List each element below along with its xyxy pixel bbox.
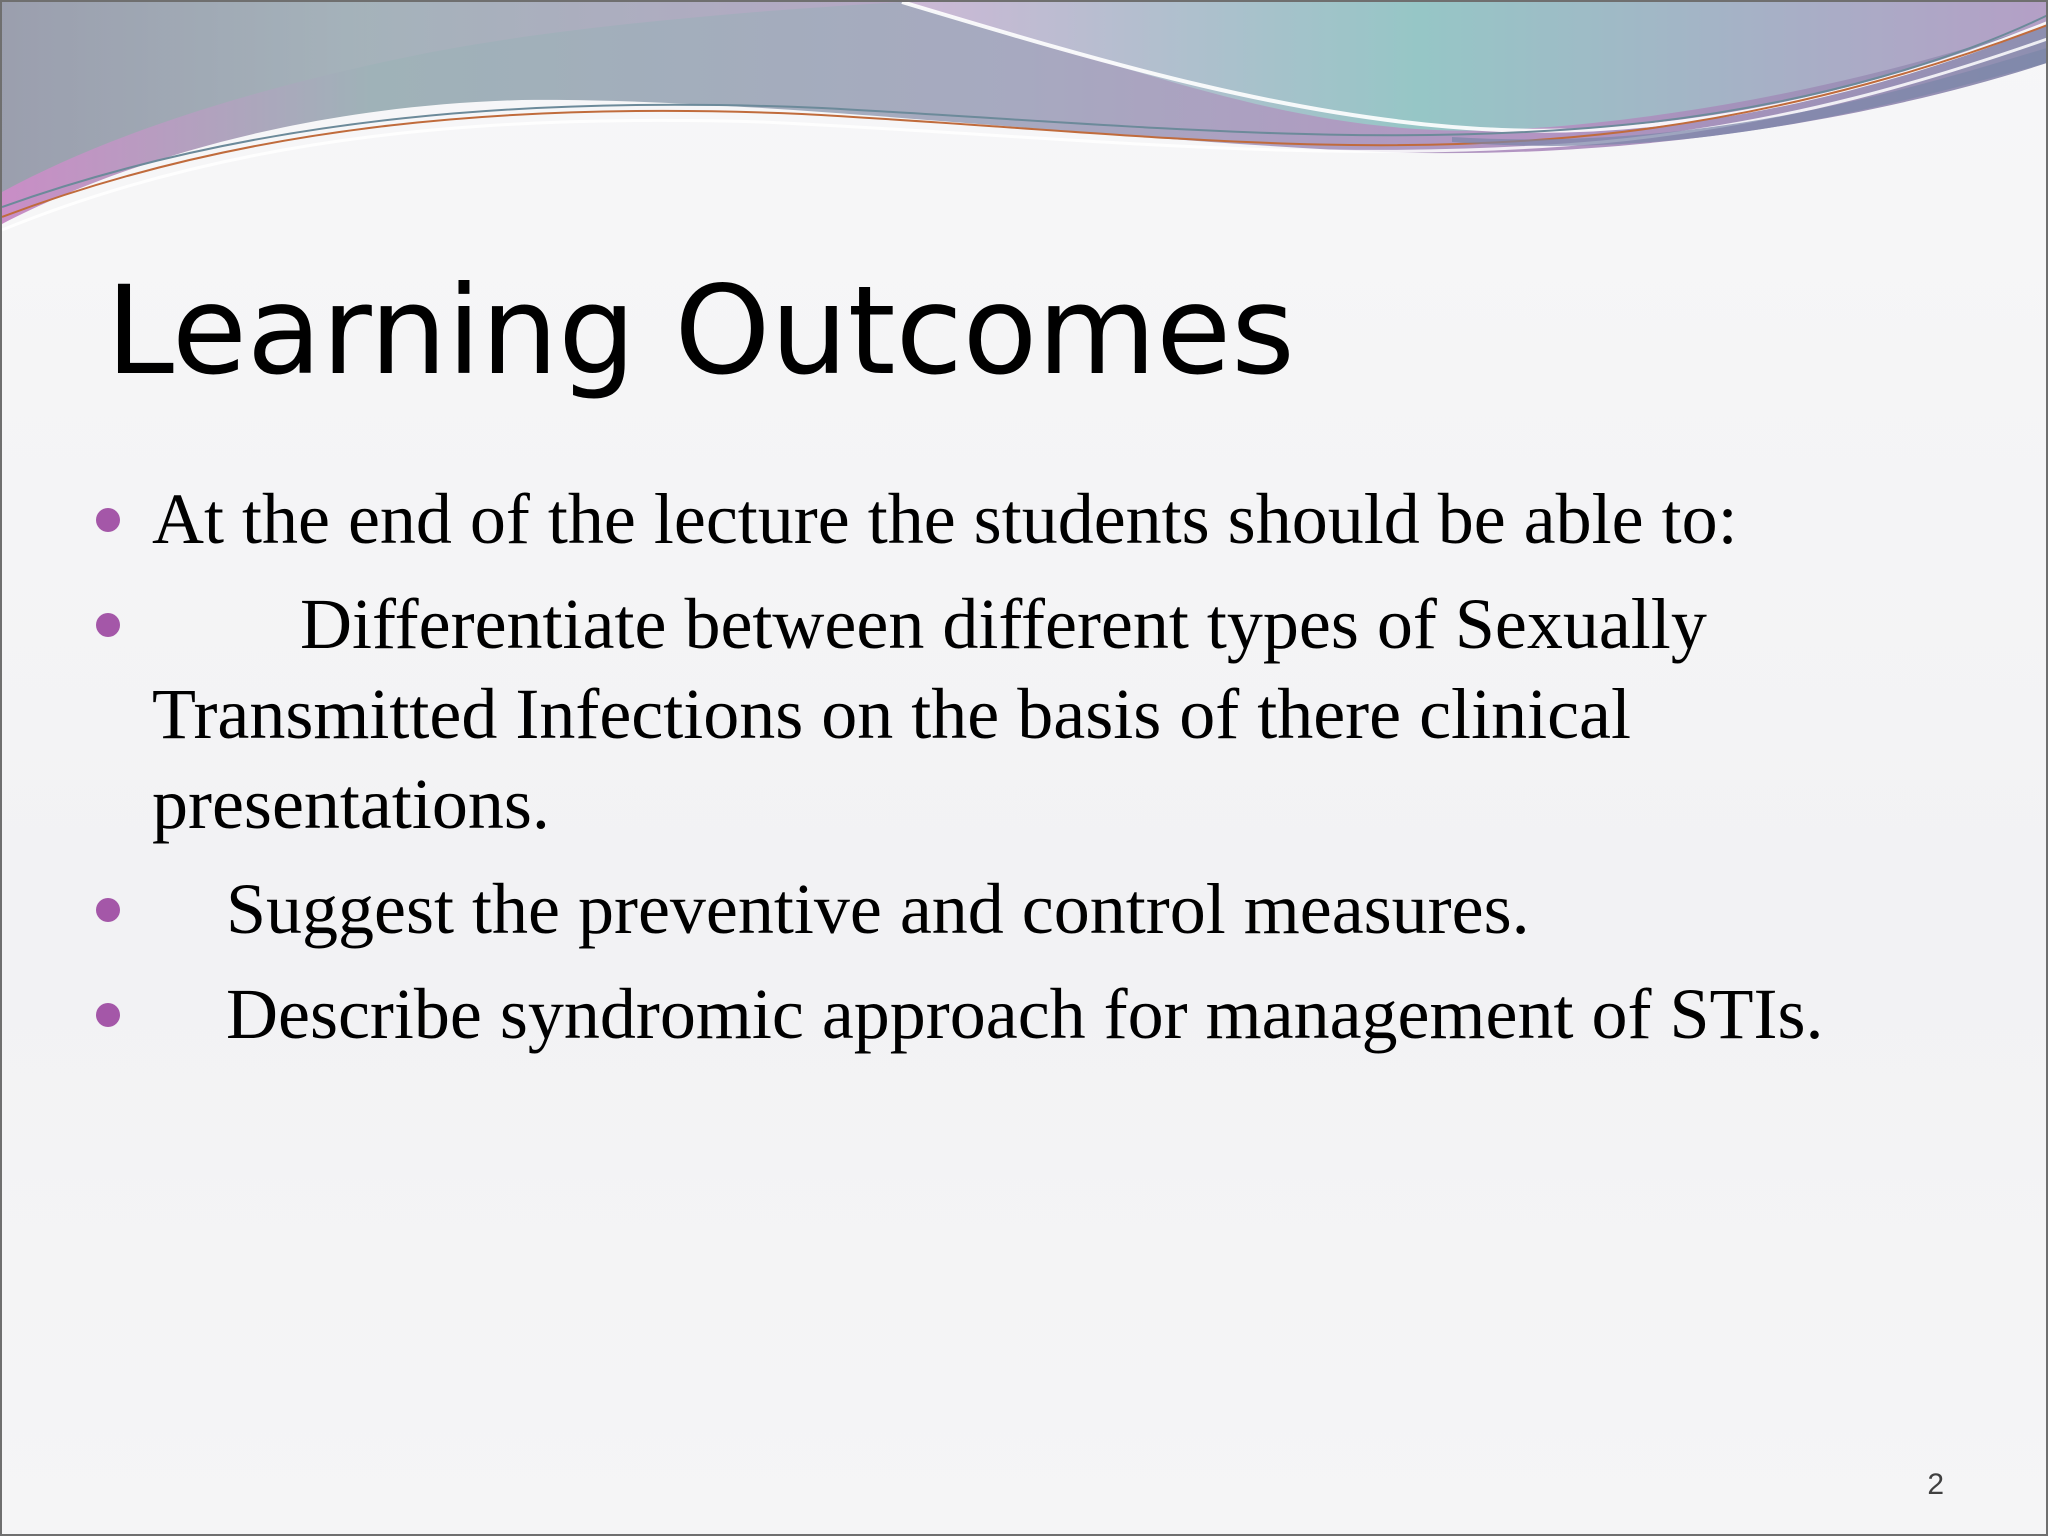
bullet-text: Differentiate between different types of Sexually Transmitted Infections on the basis of there clinical presentations. [152,584,1707,844]
bullet-item [94,579,1994,849]
bullet-text: At the end of the lecture the students should be able to: [152,479,1738,559]
bullet-dot-icon [96,508,120,532]
bullet-dot-icon [96,898,120,922]
bullet-item [94,969,1994,1059]
header-wave-decoration [2,2,2048,242]
bullet-dot-icon [96,1003,120,1027]
bullet-item [94,474,1994,564]
slide-title: Learning Outcomes [106,260,1295,402]
bullet-text: Suggest the preventive and control measures. [226,869,1530,949]
bullet-dot-icon [96,613,120,637]
page-number: 2 [1927,1468,1944,1501]
bullet-text: Describe syndromic approach for management of STIs. [226,974,1824,1054]
bullet-list [94,474,1994,1074]
bullet-item [94,864,1994,954]
